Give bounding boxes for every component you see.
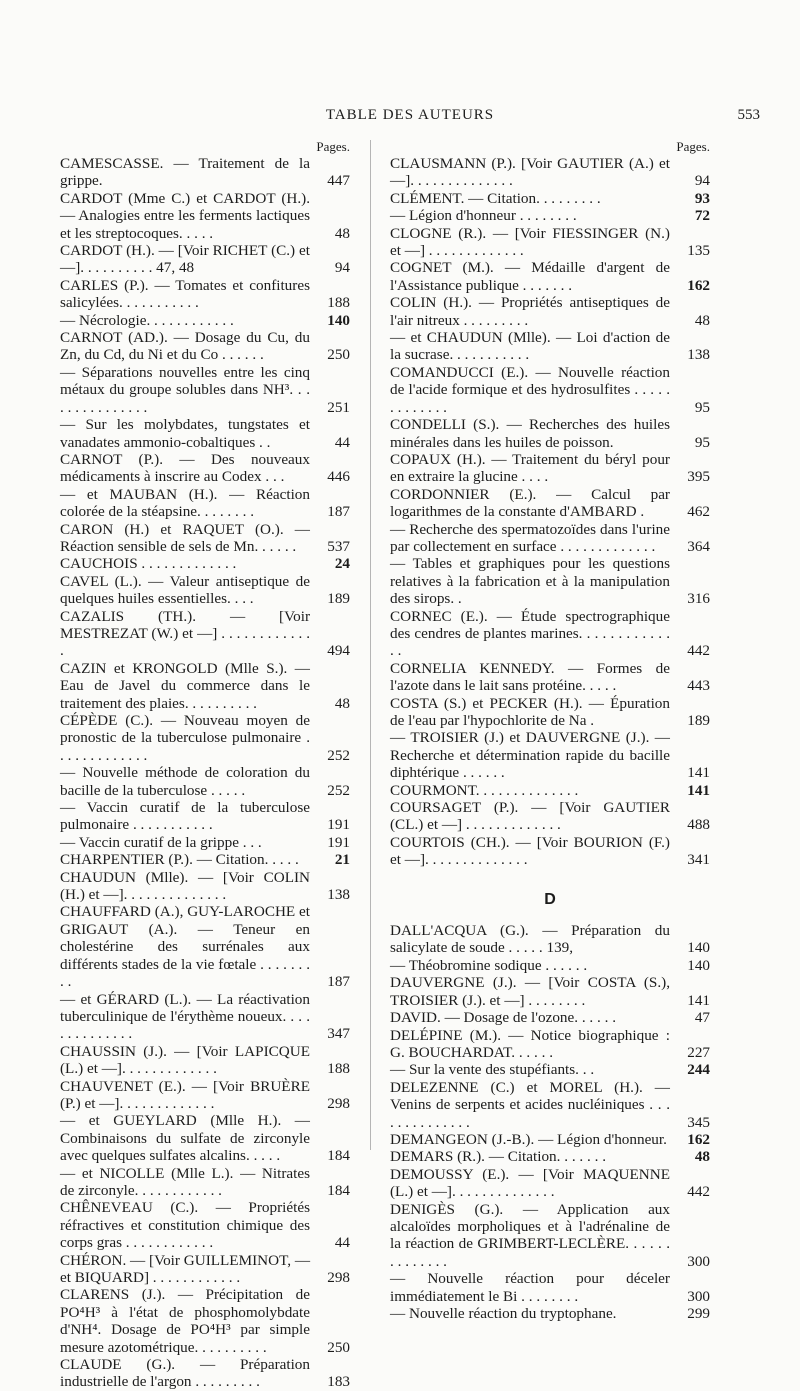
entry-text: — Légion d'honneur . . . . . . . . bbox=[390, 207, 577, 225]
entry-page: 447 bbox=[327, 172, 350, 190]
index-entry bbox=[60, 764, 350, 799]
index-entry bbox=[390, 922, 710, 957]
entry-page: 141 bbox=[687, 781, 710, 799]
entry-text: CARDOT (Mme C.) et CARDOT (H.). — Analogies entre les ferments lactiques et les streptocoques. . . . . bbox=[60, 189, 310, 242]
entry-page: 443 bbox=[687, 677, 710, 695]
entry-page: 44 bbox=[334, 1234, 350, 1252]
entry-page: 47 bbox=[694, 1009, 710, 1027]
index-entry bbox=[60, 312, 350, 329]
index-entry bbox=[390, 1079, 710, 1131]
entry-text: CAVEL (L.). — Valeur antiseptique de quelques huiles essentielles. . . . bbox=[60, 572, 310, 608]
index-entry bbox=[60, 1356, 350, 1391]
column-divider bbox=[370, 140, 371, 1150]
entry-text: — et NICOLLE (Mlle L.). — Nitrates de zirconyle. . . . . . . . . . . . bbox=[60, 1164, 310, 1199]
entry-text: — Nouvelle réaction pour déceler immédiatement le Bi . . . . . . . . bbox=[390, 1270, 670, 1305]
entry-text: — TROISIER (J.) et DAUVERGNE (J.). — Recherche et détermination rapide du bacille diphtérique . . . . . . bbox=[390, 729, 670, 782]
entry-page: 250 bbox=[327, 346, 350, 364]
index-entry bbox=[60, 364, 350, 416]
index-entry bbox=[390, 155, 710, 190]
entry-text: DENIGÈS (G.). — Application aux alcaloïdes morpholiques et à l'adrénaline de la réaction de GRIMBERT-LECLÈRE. . . . . . . . . . . . . . bbox=[390, 1200, 670, 1270]
index-entry bbox=[60, 329, 350, 364]
index-entry bbox=[390, 364, 710, 416]
entry-page: 72 bbox=[694, 207, 710, 225]
entry-page: 298 bbox=[327, 1094, 350, 1112]
entry-text: CAZALIS (TH.). — [Voir MESTREZAT (W.) et —] . . . . . . . . . . . . . bbox=[60, 607, 310, 660]
entry-text: DEMOUSSY (E.). — [Voir MAQUENNE (L.) et —]. . . . . . . . . . . . . . bbox=[390, 1165, 670, 1201]
index-entry bbox=[390, 660, 710, 695]
entry-text: COLIN (H.). — Propriétés antiseptiques de l'air nitreux . . . . . . . . . bbox=[390, 294, 670, 329]
entry-text: — Sur les molybdates, tungstates et vanadates ammonio-cobaltiques . . bbox=[60, 416, 310, 451]
entry-page: 95 bbox=[694, 398, 710, 416]
index-entry bbox=[60, 834, 350, 851]
entry-text: CARON (H.) et RAQUET (O.). — Réaction sensible de sels de Mn. . . . . . bbox=[60, 520, 310, 555]
entry-page: 347 bbox=[327, 1025, 350, 1043]
entry-page: 44 bbox=[334, 433, 350, 451]
index-entry bbox=[390, 1270, 710, 1305]
entry-page: 446 bbox=[327, 468, 350, 486]
entry-page: 184 bbox=[327, 1181, 350, 1199]
entry-text: CÉPÈDE (C.). — Nouveau moyen de pronostic de la tuberculose pulmonaire . . . . . . . . . . . . . bbox=[60, 712, 310, 764]
entry-page: 189 bbox=[687, 712, 710, 729]
entry-page: 298 bbox=[327, 1269, 350, 1286]
index-entry bbox=[60, 451, 350, 486]
index-entry bbox=[390, 608, 710, 660]
entry-page: 252 bbox=[327, 746, 350, 764]
entry-text: — Tables et graphiques pour les questions relatives à la fabrication et à la manipulation des sirops. . bbox=[390, 555, 670, 608]
entry-text: CHAUSSIN (J.). — [Voir LAPICQUE (L.) et —]. . . . . . . . . . . . . bbox=[60, 1042, 310, 1078]
entry-text: CONDELLI (S.). — Recherches des huiles minérales dans les huiles de poisson. bbox=[390, 416, 670, 451]
entry-text: — Vaccin curatif de la tuberculose pulmonaire . . . . . . . . . . . bbox=[60, 799, 310, 834]
entry-text: COSTA (S.) et PECKER (H.). — Épuration de l'eau par l'hypochlorite de Na . bbox=[390, 694, 670, 729]
entry-page: 299 bbox=[687, 1305, 710, 1322]
entry-page: 48 bbox=[334, 694, 350, 712]
pages-label: Pages. bbox=[316, 139, 350, 154]
index-entry bbox=[390, 555, 710, 607]
entry-text: CLÉMENT. — Citation. . . . . . . . . bbox=[390, 189, 601, 207]
entry-text: DALL'ACQUA (G.). — Préparation du salicylate de soude . . . . . 139, bbox=[390, 922, 670, 957]
entry-text: CHÉRON. — [Voir GUILLEMINOT, — et BIQUARD] . . . . . . . . . . . . bbox=[60, 1251, 311, 1286]
entry-page: 140 bbox=[687, 939, 710, 957]
section-letter: D bbox=[544, 890, 556, 908]
pages-label: Pages. bbox=[676, 139, 710, 154]
entry-text: COMANDUCCI (E.). — Nouvelle réaction de l'acide formique et des hydrosulfites . . . . . . . . . . . . . bbox=[390, 363, 670, 416]
entry-text: CLAUSMANN (P.). [Voir GAUTIER (A.) et —]. . . . . . . . . . . . . . bbox=[390, 155, 670, 190]
entry-page: 95 bbox=[694, 433, 710, 451]
entry-page: 141 bbox=[687, 991, 710, 1009]
entry-page: 94 bbox=[334, 259, 350, 277]
entry-text: — et CHAUDUN (Mlle). — Loi d'action de la sucrase. . . . . . . . . . . bbox=[390, 329, 670, 364]
index-entry bbox=[390, 451, 710, 486]
entry-page: 227 bbox=[687, 1043, 710, 1061]
entry-text: — et GUEYLARD (Mlle H.). — Combinaisons du sulfate de zirconyle avec quelques sulfates alcalins. . . . . bbox=[60, 1112, 310, 1165]
entry-page: 300 bbox=[687, 1252, 710, 1270]
entry-page: 183 bbox=[327, 1373, 350, 1391]
entry-text: DEMANGEON (J.-B.). — Légion d'honneur. bbox=[390, 1130, 667, 1148]
entry-text: CHAUFFARD (A.), GUY-LAROCHE et GRIGAUT (A.). — Teneur en cholestérine des surrénales aux différents stades de la vie fœtale . . . . . . . . . bbox=[60, 903, 310, 991]
page-header bbox=[60, 103, 760, 129]
entry-text: CAZIN et KRONGOLD (Mlle S.). — Eau de Javel du commerce dans le traitement des plaies. . . . . . . . . . bbox=[60, 659, 310, 712]
entry-page: 341 bbox=[687, 851, 710, 869]
index-entry bbox=[60, 190, 350, 242]
entry-page: 188 bbox=[327, 1060, 350, 1078]
index-entry bbox=[60, 486, 350, 521]
entry-page: 191 bbox=[327, 816, 350, 834]
index-entry bbox=[60, 851, 350, 868]
entry-text: CLOGNE (R.). — [Voir FIESSINGER (N.) et —] . . . . . . . . . . . . . bbox=[390, 224, 670, 260]
index-entry bbox=[60, 799, 350, 834]
index-entry bbox=[390, 329, 710, 364]
entry-text: CARNOT (P.). — Des nouveaux médicaments à inscrire au Codex . . . bbox=[60, 450, 310, 486]
entry-page: 93 bbox=[694, 189, 710, 207]
index-entry bbox=[60, 573, 350, 608]
entry-page: 250 bbox=[327, 1338, 350, 1356]
index-entry bbox=[390, 1131, 710, 1148]
entry-text: CLAUDE (G.). — Préparation industrielle de l'argon . . . . . . . . . bbox=[60, 1356, 310, 1391]
entry-page: 251 bbox=[327, 398, 350, 416]
index-entry bbox=[60, 416, 350, 451]
entry-page: 442 bbox=[687, 642, 710, 660]
index-entry bbox=[390, 729, 710, 781]
index-entry bbox=[60, 608, 350, 660]
entry-page: 316 bbox=[687, 590, 710, 608]
index-entry bbox=[60, 555, 350, 572]
index-entry bbox=[390, 1148, 710, 1165]
entry-text: CHAUDUN (Mlle). — [Voir COLIN (H.) et —]. . . . . . . . . . . . . . bbox=[60, 868, 310, 904]
entry-page: 364 bbox=[687, 537, 710, 555]
entry-text: DELÉPINE (M.). — Notice biographique : G. BOUCHARDAT. . . . . . bbox=[390, 1026, 670, 1061]
entry-text: — Recherche des spermatozoïdes dans l'urine par collectement en surface . . . . . . . . . . . . . bbox=[390, 520, 670, 555]
entry-text: COURTOIS (CH.). — [Voir BOURION (F.) et —]. . . . . . . . . . . . . . bbox=[390, 833, 670, 869]
entry-text: DELEZENNE (C.) et MOREL (H.). — Venins de serpents et acides nucléiniques . . . . . . . . . . . . . . bbox=[390, 1078, 670, 1131]
entry-text: — Nouvelle réaction du tryptophane. bbox=[390, 1305, 617, 1322]
index-entry bbox=[390, 1166, 710, 1201]
entry-text: CARLES (P.). — Tomates et confitures salicylées. . . . . . . . . . . bbox=[60, 276, 310, 312]
index-entry bbox=[390, 974, 710, 1009]
index-entry bbox=[60, 277, 350, 312]
entry-page: 494 bbox=[327, 642, 350, 660]
entry-page: 24 bbox=[334, 555, 350, 573]
entry-text: DAVID. — Dosage de l'ozone. . . . . . bbox=[390, 1009, 617, 1027]
entry-text: — Nouvelle méthode de coloration du bacille de la tuberculose . . . . . bbox=[60, 764, 310, 799]
entry-text: — Sur la vente des stupéfiants. . . bbox=[390, 1061, 595, 1079]
entry-page: 191 bbox=[327, 833, 350, 851]
index-entry bbox=[390, 782, 710, 799]
entry-page: 138 bbox=[687, 346, 710, 364]
entry-page: 162 bbox=[687, 1130, 710, 1148]
entry-page: 21 bbox=[334, 851, 350, 869]
index-entry bbox=[390, 486, 710, 521]
entry-page: 442 bbox=[687, 1183, 710, 1201]
index-entry bbox=[60, 521, 350, 556]
index-entry bbox=[390, 1201, 710, 1271]
entry-page: 140 bbox=[687, 956, 710, 974]
entry-page: 189 bbox=[327, 590, 350, 608]
index-entry bbox=[60, 1252, 350, 1287]
entry-page: 138 bbox=[327, 886, 350, 904]
index-entry bbox=[390, 957, 710, 974]
entry-list bbox=[60, 155, 350, 1391]
entry-list bbox=[390, 922, 710, 1322]
page-number: 553 bbox=[737, 107, 760, 123]
index-entry bbox=[390, 225, 710, 260]
entry-text: — Vaccin curatif de la grippe . . . bbox=[60, 833, 262, 851]
index-entry bbox=[60, 242, 350, 277]
index-entry bbox=[60, 903, 350, 990]
entry-page: 140 bbox=[327, 311, 350, 329]
entry-page: 187 bbox=[327, 503, 350, 521]
entry-text: DEMARS (R.). — Citation. . . . . . . bbox=[390, 1148, 607, 1166]
index-entry bbox=[390, 294, 710, 329]
index-entry bbox=[390, 190, 710, 207]
index-entry bbox=[60, 869, 350, 904]
index-entry bbox=[390, 1305, 710, 1322]
entry-text: COPAUX (H.). — Traitement du béryl pour en extraire la glucine . . . . bbox=[390, 450, 670, 486]
entry-page: 48 bbox=[334, 224, 350, 242]
entry-text: COURSAGET (P.). — [Voir GAUTIER (CL.) et —] . . . . . . . . . . . . . bbox=[390, 799, 670, 834]
entry-page: 94 bbox=[694, 172, 710, 190]
entry-text: COURMONT. . . . . . . . . . . . . . bbox=[390, 781, 579, 799]
index-entry bbox=[60, 991, 350, 1043]
index-entry bbox=[390, 834, 710, 869]
entry-page: 184 bbox=[327, 1147, 350, 1165]
index-entry bbox=[60, 155, 350, 190]
entry-page: 141 bbox=[687, 764, 710, 782]
entry-text: — et MAUBAN (H.). — Réaction colorée de la stéapsine. . . . . . . . bbox=[60, 485, 310, 521]
entry-page: 252 bbox=[327, 781, 350, 799]
entry-list bbox=[390, 155, 710, 869]
entry-text: — Théobromine sodique . . . . . . bbox=[390, 956, 588, 974]
entry-text: CHAUVENET (E.). — [Voir BRUÈRE (P.) et —]. . . . . . . . . . . . . bbox=[60, 1077, 310, 1112]
entry-text: CORNELIA KENNEDY. — Formes de l'azote dans le lait sans protéine. . . . . bbox=[390, 659, 670, 695]
entry-page: 345 bbox=[687, 1113, 710, 1131]
index-entry bbox=[390, 416, 710, 451]
entry-page: 48 bbox=[694, 1148, 710, 1166]
entry-text: CARNOT (AD.). — Dosage du Cu, du Zn, du Cd, du Ni et du Co . . . . . . bbox=[60, 329, 310, 364]
entry-page: 300 bbox=[687, 1287, 710, 1305]
index-entry bbox=[60, 660, 350, 712]
page-title: TABLE DES AUTEURS bbox=[325, 107, 495, 123]
entry-text: DAUVERGNE (J.). — [Voir COSTA (S.), TROISIER (J.). et —] . . . . . . . . bbox=[390, 974, 670, 1009]
index-entry bbox=[390, 1009, 710, 1026]
index-entry bbox=[60, 1078, 350, 1113]
index-entry bbox=[60, 1286, 350, 1356]
index-entry bbox=[60, 712, 350, 764]
index-entry bbox=[390, 1061, 710, 1078]
entry-text: — et GÉRARD (L.). — La réactivation tuberculinique de l'érythème noueux. . . . . . . . . . . . . . bbox=[60, 990, 310, 1043]
index-entry bbox=[60, 1199, 350, 1251]
entry-text: CLARENS (J.). — Précipitation de PO⁴H³ à l'état de phosphomolybdate d'NH⁴. Dosage de PO⁴H³ par simple mesure azotométrique. . . . . . . . . . bbox=[60, 1286, 310, 1356]
index-entry bbox=[390, 1027, 710, 1062]
index-entry bbox=[390, 799, 710, 834]
entry-page: 395 bbox=[687, 468, 710, 486]
index-entry bbox=[390, 695, 710, 730]
entry-page: 244 bbox=[687, 1061, 710, 1079]
index-entry bbox=[390, 521, 710, 556]
index-entry bbox=[390, 259, 710, 294]
entry-page: 187 bbox=[327, 973, 350, 991]
entry-page: 188 bbox=[327, 294, 350, 312]
entry-page: 488 bbox=[687, 816, 710, 834]
entry-text: CHÊNEVEAU (C.). — Propriétés réfractives et constitution chimique des corps gras . . . . . . . . . . . . bbox=[60, 1199, 310, 1252]
entry-text: — Nécrologie. . . . . . . . . . . . bbox=[60, 311, 234, 329]
entry-text: COGNET (M.). — Médaille d'argent de l'Assistance publique . . . . . . . bbox=[390, 259, 670, 294]
entry-page: 135 bbox=[687, 242, 710, 260]
index-entry bbox=[60, 1165, 350, 1200]
index-entry bbox=[60, 1043, 350, 1078]
entry-text: CAUCHOIS . . . . . . . . . . . . . bbox=[60, 555, 237, 573]
entry-text: CAMESCASSE. — Traitement de la grippe. bbox=[60, 155, 310, 190]
entry-page: 162 bbox=[687, 276, 710, 294]
entry-text: CORDONNIER (E.). — Calcul par logarithmes de la constante d'AMBARD . bbox=[390, 485, 670, 521]
right-column bbox=[390, 138, 710, 1322]
entry-text: — Séparations nouvelles entre les cinq métaux du groupe solubles dans NH³. . . . . . . . . . . . . . . bbox=[60, 363, 310, 416]
entry-text: CARDOT (H.). — [Voir RICHET (C.) et —]. . . . . . . . . . 47, 48 bbox=[60, 242, 310, 277]
index-entry bbox=[390, 207, 710, 224]
entry-text: CORNEC (E.). — Étude spectrographique des cendres de plantes marines. . . . . . . . . . . . . . bbox=[390, 607, 670, 660]
entry-page: 48 bbox=[694, 311, 710, 329]
entry-page: 537 bbox=[327, 537, 350, 555]
left-column bbox=[60, 138, 350, 1391]
entry-text: CHARPENTIER (P.). — Citation. . . . . bbox=[60, 851, 299, 869]
index-entry bbox=[60, 1112, 350, 1164]
entry-page: 462 bbox=[687, 503, 710, 521]
